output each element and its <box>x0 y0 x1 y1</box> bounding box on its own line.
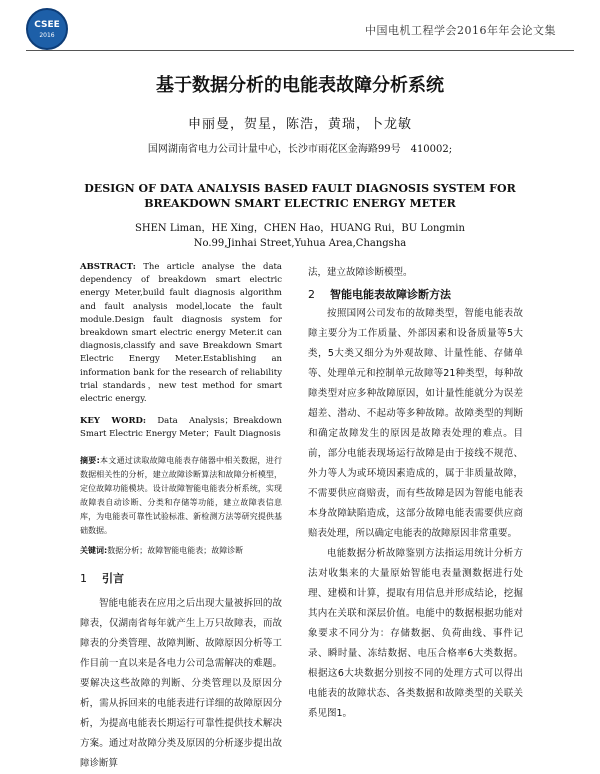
keywords-en-label: KEY WORD: <box>80 416 147 427</box>
keywords-cn-text: 数据分析；故障智能电能表；故障诊断 <box>107 545 244 555</box>
page-header <box>0 0 600 52</box>
section-2-title: 智能电能表故障诊断方法 <box>330 288 451 301</box>
section-1-number: 1 <box>80 571 87 585</box>
abstract-en-text: The article analyse the data dependency of breakdown smart electric energy Meter,build fault diagnosis algorithm and fault analysis model,locate the fault module.Design fault diagnosis system for breakdown smart electric energy Meter.it can diagnosis,classify and save Breakdown Smart Electric Energy Meter.Establishing an information bank for the research of reliability trial standards，new test method for smart electric energy. <box>80 262 282 405</box>
keywords-cn <box>80 544 282 558</box>
keywords-en-text: Data Analysis；Breakdown Smart Electric Energy Meter；Fault Diagnosis <box>80 416 282 440</box>
section-2-number: 2 <box>308 288 315 301</box>
csee-logo <box>26 8 68 50</box>
authors-en: SHEN Liman，HE Xing，CHEN Hao，HUANG Rui，BU Longmin <box>135 223 465 234</box>
section-2-paragraph-2: 电能数据分析故障鉴别方法指运用统计分析方法对收集来的大量原始智能电表量测数据进行处理、建模和计算，提取有用信息并形成结论，挖掘其内在关联和深层价值。电能中的数据根据功能对象要求不同分为：存储数据、负荷曲线、事件记录、瞬时量、冻结数据、电压合格率6大类数据。根据这6大块数据分别按不同的处理方式可以得出电能表的故障状态、各类数据和故障类型的关联关系见图1。 <box>308 548 523 719</box>
logo-text: CSEE <box>34 20 60 30</box>
section-1-title: 引言 <box>102 571 124 585</box>
abstract-en <box>80 261 282 406</box>
affiliation-en: No.99,Jinhai Street,Yuhua Area,Changsha <box>193 238 407 249</box>
header-divider <box>26 50 574 51</box>
logo-year: 2016 <box>39 32 55 39</box>
abstract-en-label: ABSTRACT: <box>80 262 136 272</box>
abstract-cn <box>80 454 282 538</box>
abstract-cn-text: 本文通过读取故障电能表存储器中相关数据，进行数据相关性的分析，建立故障诊断算法和故障分析模型，定位故障功能模块。设计故障智能电能表分析系统，实现故障表自动诊断、分类和存储等功能，建立故障表信息库，为电能表可靠性试验标准、新检测方法等研究提供基础数据。 <box>80 455 282 535</box>
continuation-text: 法，建立故障诊断模型。 <box>308 267 413 278</box>
abstract-cn-label: 摘要: <box>80 455 100 465</box>
paper-title-cn: 基于数据分析的电能表故障分析系统 <box>156 75 444 96</box>
section-1-paragraph: 智能电能表在应用之后出现大量被拆回的故障表，仅湖南省每年就产生上万只故障表，而故障表的分类管理、故障判断、故障原因分析等工作目前一直以来是各电力公司急需解决的难题。要解决这些故障的判断、分类管理以及原因分析，需从拆回来的电能表进行详细的故障原因分析，为提高电能表长期运行可靠性提供技术解决方案。通过对故障分类及原因的分析逐步提出故障诊断算 <box>80 597 282 769</box>
affiliation-cn: 国网湖南省电力公司计量中心，长沙市雨花区金海路99号 410002; <box>147 144 453 155</box>
right-column <box>308 263 523 724</box>
paper-title-en: DESIGN OF DATA ANALYSIS BASED FAULT DIAGNOSIS SYSTEM FOR BREAKDOWN SMART ELECTRIC ENERGY METER <box>84 182 516 210</box>
section-1-heading <box>80 570 282 586</box>
conference-title: 中国电机工程学会2016年年会论文集 <box>365 24 556 37</box>
section-2-heading <box>308 286 523 302</box>
section-2-paragraph-1: 按照国网公司发布的故障类型，智能电能表故障主要分为工作质量、外部因素和设备质量等5大类，5大类又细分为外观故障、计量性能、存储单等、处理单元和控制单元故障等21种类型，每种故障类型对应多种故障原因，如计量性能就分为误差超差、潜动、不起动等多种故障。故障类型的判断和确定故障发生的原因是故障表处理的难点。目前，部分电能表现场运行故障是由于接线不规范、外力等人为或环境因素造成的，属于非质量故障，不需要供应商赔责，而有些故障是因为智能电能表本身故障缺陷造成，这部分故障电能表需要供应商赔表处理，所以确定电能表的故障原因非常重要。 <box>308 308 523 539</box>
left-column <box>80 261 282 774</box>
keywords-cn-label: 关键词: <box>80 545 108 555</box>
keywords-en <box>80 415 282 441</box>
authors-cn: 申丽曼，贺星，陈浩，黄瑞，卜龙敏 <box>187 117 412 132</box>
